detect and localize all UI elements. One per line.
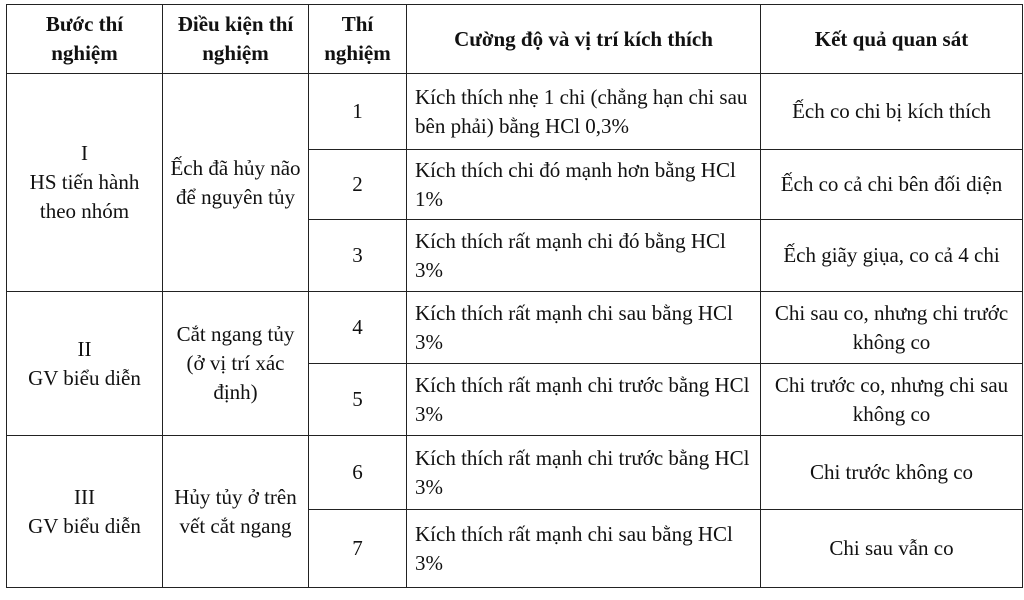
header-condition: Điều kiện thí nghiệm — [163, 5, 309, 74]
experiment-table-container — [6, 4, 1023, 588]
result-cell: Chi trước không co — [761, 436, 1023, 510]
stimulus-cell: Kích thích rất mạnh chi sau bằng HCl 3% — [407, 510, 761, 588]
header-experiment: Thí nghiệm — [309, 5, 407, 74]
condition-cell-2: Cắt ngang tủy (ở vị trí xác định) — [163, 292, 309, 436]
step-cell-1: I HS tiến hành theo nhóm — [7, 74, 163, 292]
experiment-number: 1 — [309, 74, 407, 150]
result-cell: Ếch giãy giụa, co cả 4 chi — [761, 220, 1023, 292]
step-cell-3: III GV biểu diễn — [7, 436, 163, 588]
experiment-number: 3 — [309, 220, 407, 292]
table-row — [7, 436, 1023, 510]
table-row — [7, 74, 1023, 150]
result-cell: Chi trước co, nhưng chi sau không co — [761, 364, 1023, 436]
result-cell: Chi sau co, nhưng chi trước không co — [761, 292, 1023, 364]
condition-cell-1: Ếch đã hủy não để nguyên tủy — [163, 74, 309, 292]
experiment-number: 6 — [309, 436, 407, 510]
experiment-number: 7 — [309, 510, 407, 588]
experiment-table — [6, 4, 1023, 588]
stimulus-cell: Kích thích rất mạnh chi trước bằng HCl 3% — [407, 364, 761, 436]
stimulus-cell: Kích thích rất mạnh chi sau bằng HCl 3% — [407, 292, 761, 364]
header-stimulus: Cường độ và vị trí kích thích — [407, 5, 761, 74]
step-cell-2: II GV biểu diễn — [7, 292, 163, 436]
experiment-number: 4 — [309, 292, 407, 364]
stimulus-cell: Kích thích nhẹ 1 chi (chẳng hạn chi sau bên phải) bằng HCl 0,3% — [407, 74, 761, 150]
experiment-number: 5 — [309, 364, 407, 436]
stimulus-cell: Kích thích rất mạnh chi trước bằng HCl 3% — [407, 436, 761, 510]
stimulus-cell: Kích thích chi đó mạnh hơn bằng HCl 1% — [407, 150, 761, 220]
table-row — [7, 292, 1023, 364]
experiment-number: 2 — [309, 150, 407, 220]
header-result: Kết quả quan sát — [761, 5, 1023, 74]
result-cell: Chi sau vẫn co — [761, 510, 1023, 588]
condition-cell-3: Hủy tủy ở trên vết cắt ngang — [163, 436, 309, 588]
result-cell: Ếch co chi bị kích thích — [761, 74, 1023, 150]
header-row — [7, 5, 1023, 74]
stimulus-cell: Kích thích rất mạnh chi đó bằng HCl 3% — [407, 220, 761, 292]
header-step: Bước thí nghiệm — [7, 5, 163, 74]
result-cell: Ếch co cả chi bên đối diện — [761, 150, 1023, 220]
